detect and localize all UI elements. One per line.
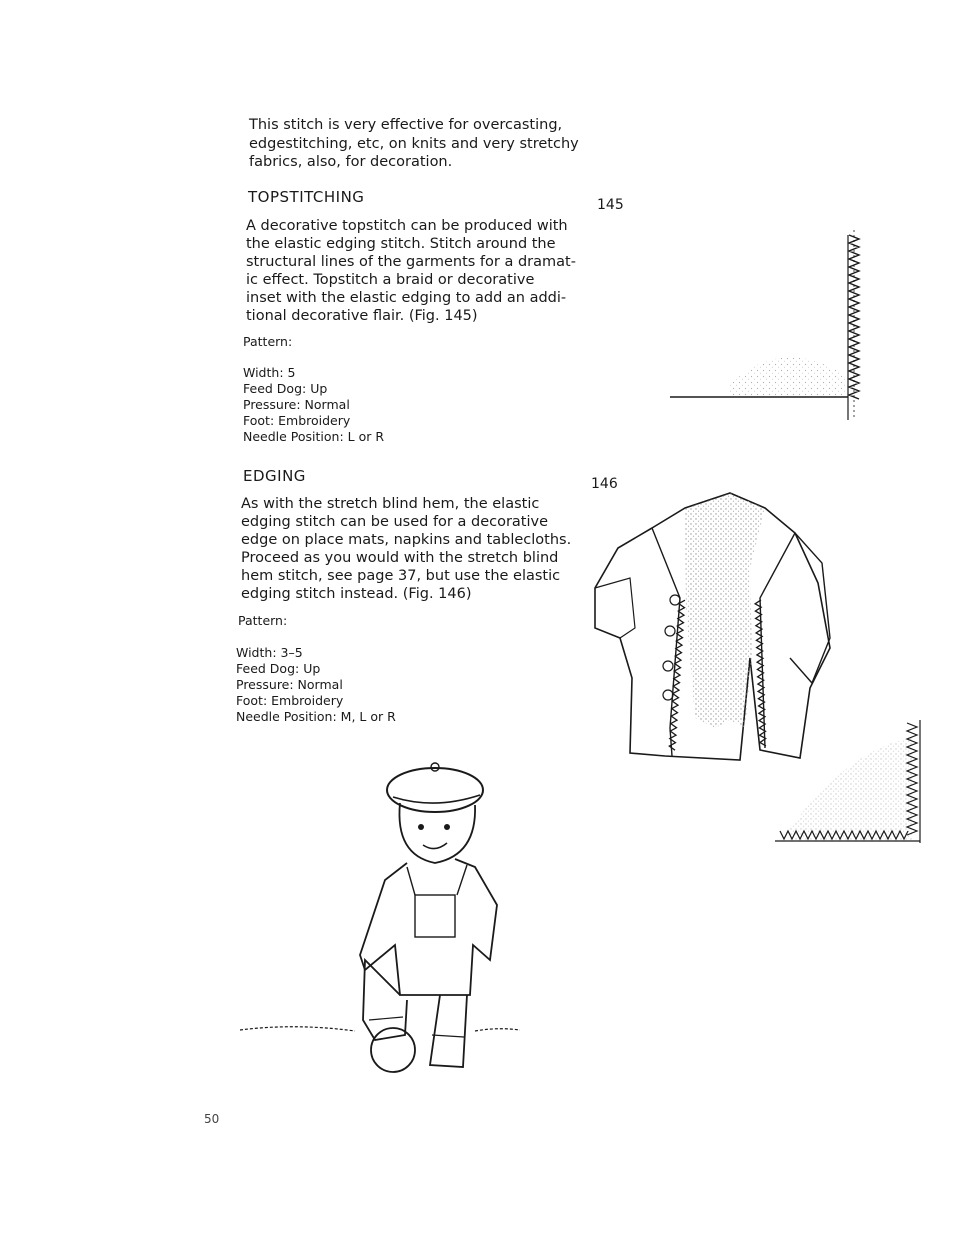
page-number: 50 [204, 1112, 220, 1126]
intro-line: This stitch is very effective for overcasting, [249, 117, 563, 133]
topstitching-paragraph [246, 217, 586, 325]
topstitching-line: tional decorative flair. (Fig. 145) [246, 308, 478, 324]
edging-heading: EDGING [243, 467, 306, 485]
edging-line: hem stitch, see page 37, but use the elastic [241, 568, 561, 584]
intro-paragraph [249, 116, 589, 172]
setting-foot: Foot: Embroidery [243, 413, 351, 428]
edging-line: edging stitch can be used for a decorative [241, 514, 549, 530]
topstitching-pattern-label: Pattern: [243, 334, 293, 349]
setting-feed-dog: Feed Dog: Up [236, 661, 321, 676]
setting-foot: Foot: Embroidery [236, 693, 344, 708]
setting-pressure: Pressure: Normal [243, 397, 350, 412]
setting-width: Width: 3–5 [236, 645, 303, 660]
edging-line: Proceed as you would with the stretch blind [241, 550, 559, 566]
setting-needle-position: Needle Position: L or R [243, 429, 385, 444]
edging-line: As with the stretch blind hem, the elastic [241, 496, 540, 512]
edging-line: edging stitch instead. (Fig. 146) [241, 586, 472, 602]
figure-146-label: 146 [591, 476, 618, 492]
setting-pressure: Pressure: Normal [236, 677, 343, 692]
topstitching-settings [243, 365, 384, 445]
setting-needle-position: Needle Position: M, L or R [236, 709, 396, 724]
topstitching-line: ic effect. Topstitch a braid or decorative [246, 272, 535, 288]
edging-pattern-label: Pattern: [238, 613, 288, 628]
intro-line: edgestitching, etc, on knits and very stretchy [249, 135, 579, 152]
setting-feed-dog: Feed Dog: Up [243, 381, 328, 396]
edging-settings [236, 645, 396, 725]
edging-line: edge on place mats, napkins and tablecloths. [241, 532, 572, 548]
topstitching-line: A decorative topstitch can be produced with [246, 218, 568, 234]
boy-illustration [235, 755, 525, 1075]
topstitching-heading: TOPSTITCHING [248, 188, 365, 206]
faint-header [250, 76, 730, 98]
topstitching-line: structural lines of the garments for a dramat- [246, 254, 576, 270]
topstitching-line: inset with the elastic edging to add an addi- [246, 290, 567, 306]
edging-paragraph [241, 495, 581, 603]
figure-145-illustration [660, 225, 880, 425]
figure-145-label: 145 [597, 197, 624, 213]
intro-line: fabrics, also, for decoration. [249, 154, 453, 170]
figure-146-illustration [590, 488, 940, 853]
topstitching-line: the elastic edging stitch. Stitch around the [246, 236, 556, 252]
setting-width: Width: 5 [243, 365, 296, 380]
